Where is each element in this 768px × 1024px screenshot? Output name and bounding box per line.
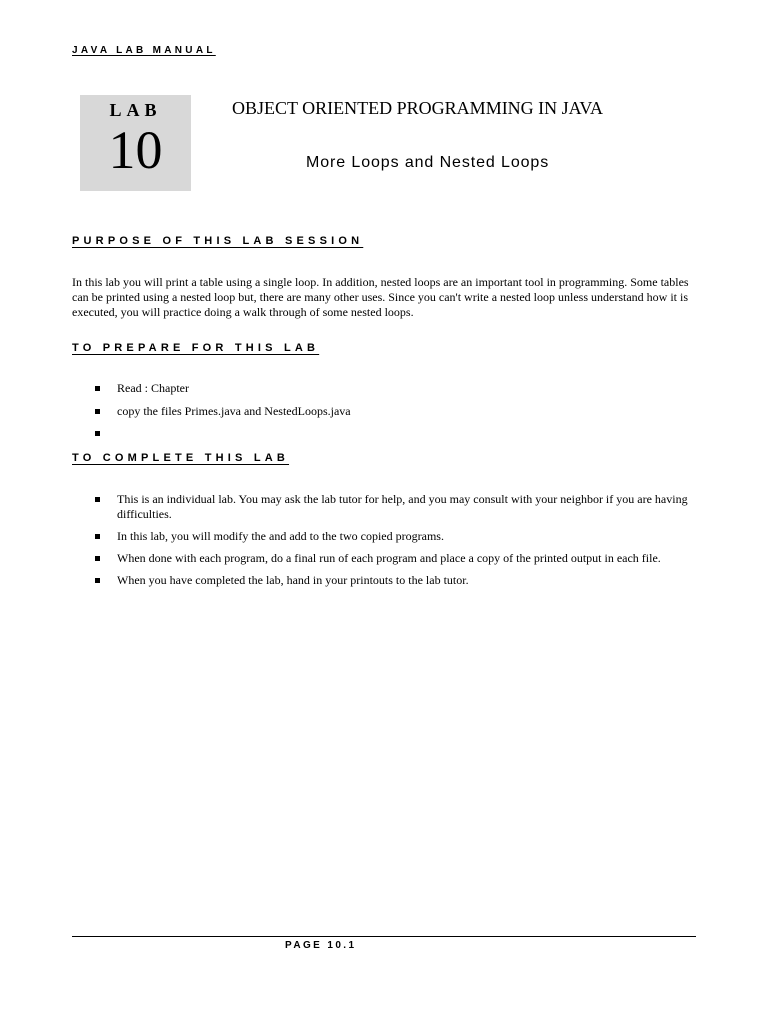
list-item: [95, 426, 695, 441]
bullet-icon: [95, 497, 100, 502]
section-heading-purpose: PURPOSE OF THIS LAB SESSION: [72, 235, 364, 247]
bullet-icon: [95, 386, 100, 391]
prepare-list: [95, 381, 695, 449]
list-item: [95, 381, 695, 396]
complete-list: [95, 492, 695, 595]
bullet-icon: [95, 534, 100, 539]
bullet-icon: [95, 409, 100, 414]
lab-number-box: [80, 95, 191, 191]
section-heading-complete: TO COMPLETE THIS LAB: [72, 452, 290, 464]
running-head: JAVA LAB MANUAL: [72, 45, 216, 56]
lab-number: 10: [108, 120, 163, 180]
list-item-text: In this lab, you will modify the and add to the two copied programs.: [117, 529, 444, 543]
bullet-icon: [95, 578, 100, 583]
bullet-icon: [95, 556, 100, 561]
lab-word: LAB: [109, 100, 162, 120]
list-item-text: When done with each program, do a final run of each program and place a copy of the printed output in each file.: [117, 551, 661, 565]
list-item-text: copy the files Primes.java and NestedLoops.java: [117, 403, 351, 418]
course-title: OBJECT ORIENTED PROGRAMMING IN JAVA: [232, 98, 604, 118]
page-number: PAGE 10.1: [285, 940, 357, 951]
list-item: [95, 573, 695, 588]
list-item: [95, 551, 695, 566]
footer-rule: [72, 936, 696, 937]
list-item-text: This is an individual lab. You may ask the lab tutor for help, and you may consult with your neighbor if you are having difficulties.: [117, 492, 688, 521]
list-item: [95, 404, 695, 419]
bullet-icon: [95, 431, 100, 436]
list-item: [95, 529, 695, 544]
lab-subtitle: More Loops and Nested Loops: [306, 154, 550, 171]
section-heading-prepare: TO PREPARE FOR THIS LAB: [72, 342, 320, 354]
purpose-paragraph: In this lab you will print a table using a single loop. In addition, nested loops are an important tool in programming. Some tables can be printed using a nested loop but, there are many other uses. Since you can't write a nested loop unless understand how it is executed, you will practice doing a walk through of some nested loops.: [72, 275, 689, 319]
list-item-text: When you have completed the lab, hand in your printouts to the lab tutor.: [117, 573, 469, 587]
list-item-text: Read : Chapter: [117, 381, 189, 395]
list-item: [95, 492, 695, 522]
